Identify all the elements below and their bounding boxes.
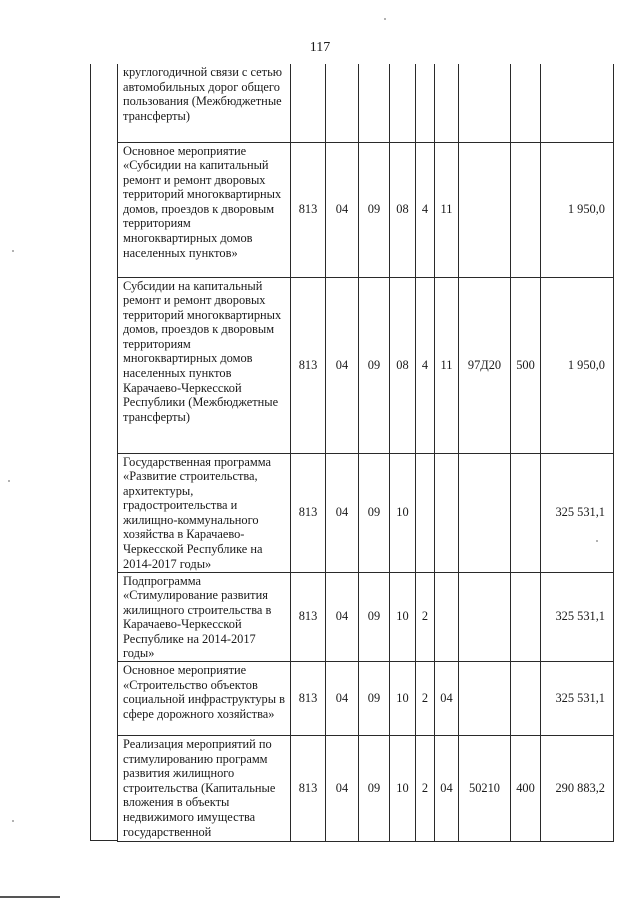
row-description: круглогодичной связи с сетью автомобильных дорог общего пользования (Межбюджетные трансферты) bbox=[118, 64, 291, 142]
cell-rz bbox=[326, 64, 359, 142]
table-row bbox=[118, 736, 614, 842]
cell-sub: 2 bbox=[416, 572, 435, 662]
cell-ev bbox=[435, 64, 459, 142]
cell-amount: 325 531,1 bbox=[541, 662, 614, 736]
cell-sub: 4 bbox=[416, 142, 435, 277]
scan-edge-mark bbox=[0, 896, 60, 898]
cell-sub: 2 bbox=[416, 736, 435, 842]
row-description: Государственная программа «Развитие строительства, архитектуры, градостроительства и жилищно-коммунального хозяйства в Карачаево-Черкесской Республике на 2014-2017 годы» bbox=[118, 453, 291, 572]
cell-prog: 10 bbox=[390, 572, 416, 662]
row-description: Реализация мероприятий по стимулированию программ развития жилищного строительства (Капитальные вложения в объекты недвижимого имущества государственной bbox=[118, 736, 291, 842]
cell-prog: 08 bbox=[390, 277, 416, 453]
cell-sub: 4 bbox=[416, 277, 435, 453]
cell-vr bbox=[511, 453, 541, 572]
cell-amount: 1 950,0 bbox=[541, 142, 614, 277]
cell-sub: 2 bbox=[416, 662, 435, 736]
cell-pr: 09 bbox=[359, 142, 390, 277]
cell-ved: 813 bbox=[291, 572, 326, 662]
cell-pr: 09 bbox=[359, 277, 390, 453]
cell-pr bbox=[359, 64, 390, 142]
table-row bbox=[118, 142, 614, 277]
cell-amount bbox=[541, 64, 614, 142]
cell-ev: 11 bbox=[435, 277, 459, 453]
cell-vr bbox=[511, 142, 541, 277]
row-description: Субсидии на капитальный ремонт и ремонт дворовых территорий многоквартирных домов, проездов к дворовым территориям многоквартирных домов населенных пунктов Карачаево-Черкесской Республики (Межбюджетные трансферты) bbox=[118, 277, 291, 453]
margin-rule-bottom bbox=[90, 840, 117, 841]
cell-ved: 813 bbox=[291, 662, 326, 736]
table-row bbox=[118, 277, 614, 453]
cell-ved: 813 bbox=[291, 142, 326, 277]
cell-rz: 04 bbox=[326, 453, 359, 572]
cell-amount: 290 883,2 bbox=[541, 736, 614, 842]
cell-prog: 08 bbox=[390, 142, 416, 277]
cell-vr bbox=[511, 572, 541, 662]
table-row bbox=[118, 662, 614, 736]
row-description: Основное мероприятие «Строительство объектов социальной инфраструктуры в сфере дорожного хозяйства» bbox=[118, 662, 291, 736]
cell-pr: 09 bbox=[359, 572, 390, 662]
table-row bbox=[118, 64, 614, 142]
cell-ved bbox=[291, 64, 326, 142]
table-row bbox=[118, 453, 614, 572]
cell-ev: 04 bbox=[435, 662, 459, 736]
cell-ved: 813 bbox=[291, 277, 326, 453]
cell-pr: 09 bbox=[359, 662, 390, 736]
cell-rz: 04 bbox=[326, 277, 359, 453]
cell-prog: 10 bbox=[390, 662, 416, 736]
cell-rz: 04 bbox=[326, 572, 359, 662]
cell-vr: 500 bbox=[511, 277, 541, 453]
cell-prog: 10 bbox=[390, 453, 416, 572]
budget-table bbox=[117, 64, 614, 842]
cell-rz: 04 bbox=[326, 142, 359, 277]
cell-prog bbox=[390, 64, 416, 142]
cell-sub bbox=[416, 64, 435, 142]
cell-amount: 325 531,1 bbox=[541, 453, 614, 572]
cell-prog: 10 bbox=[390, 736, 416, 842]
cell-ev: 04 bbox=[435, 736, 459, 842]
cell-dir bbox=[459, 662, 511, 736]
cell-ved: 813 bbox=[291, 453, 326, 572]
cell-ev: 11 bbox=[435, 142, 459, 277]
cell-vr: 400 bbox=[511, 736, 541, 842]
cell-pr: 09 bbox=[359, 453, 390, 572]
table-row bbox=[118, 572, 614, 662]
cell-dir bbox=[459, 572, 511, 662]
cell-vr bbox=[511, 64, 541, 142]
row-description: Основное мероприятие «Субсидии на капитальный ремонт и ремонт дворовых территорий многоквартирных домов, проездов к дворовым территориям многоквартирных домов населенных пунктов» bbox=[118, 142, 291, 277]
cell-sub bbox=[416, 453, 435, 572]
cell-ved: 813 bbox=[291, 736, 326, 842]
cell-dir bbox=[459, 142, 511, 277]
cell-vr bbox=[511, 662, 541, 736]
cell-ev bbox=[435, 572, 459, 662]
cell-dir bbox=[459, 453, 511, 572]
cell-dir: 97Д20 bbox=[459, 277, 511, 453]
cell-amount: 1 950,0 bbox=[541, 277, 614, 453]
row-description: Подпрограмма «Стимулирование развития жилищного строительства в Карачаево-Черкесской Республике на 2014-2017 годы» bbox=[118, 572, 291, 662]
margin-rule bbox=[90, 64, 91, 841]
cell-rz: 04 bbox=[326, 736, 359, 842]
cell-dir: 50210 bbox=[459, 736, 511, 842]
page-number: 117 bbox=[309, 40, 331, 55]
cell-amount: 325 531,1 bbox=[541, 572, 614, 662]
cell-dir bbox=[459, 64, 511, 142]
cell-pr: 09 bbox=[359, 736, 390, 842]
cell-ev bbox=[435, 453, 459, 572]
cell-rz: 04 bbox=[326, 662, 359, 736]
